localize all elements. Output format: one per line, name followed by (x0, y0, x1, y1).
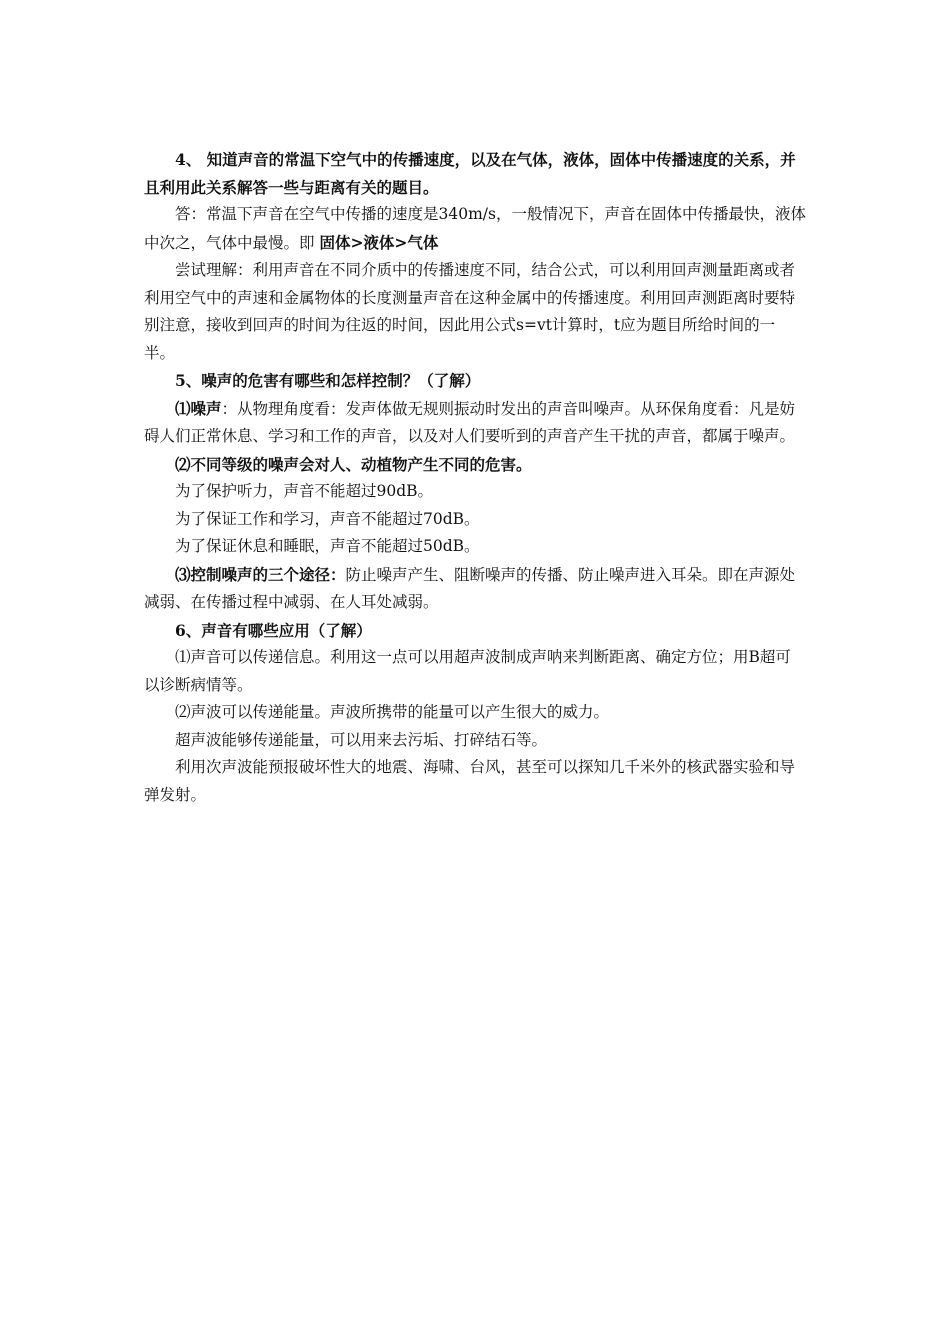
section4-answer (144, 201, 806, 257)
section5-limit-work: 为了保证工作和学习，声音不能超过70dB。 (175, 509, 480, 528)
section5-item3-text: 防止噪声产生、阻断噪声的传播、防止噪声进入耳朵。即在声源处减弱、在传播过程中减弱、在人耳处减弱。 (144, 565, 796, 611)
section5-item3-lead: ⑶控制噪声的三个途径： (175, 564, 346, 584)
section4-heading: 4、 知道声音的常温下空气中的传播速度，以及在气体，液体，固体中传播速度的关系，并且利用此关系解答一些与距离有关的题目。 (144, 150, 796, 197)
section5-item1 (144, 395, 806, 451)
section4-answer-bold: 固体>液体>气体 (319, 232, 439, 252)
section5-limit-hearing: 为了保护听力，声音不能超过90dB。 (175, 482, 434, 500)
section4-try: 尝试理解：利用声音在不同介质中的传播速度不同，结合公式，可以利用回声测量距离或者利用空气中的声速和金属物体的长度测量声音在这种金属中的传播速度。利用回声测距离时要特别注意，接收到回声的时间为往返的时间，因此用公式s=vt计算时，t应为题目所给时间的一半。 (144, 261, 796, 362)
section6-item1: ⑴声音可以传递信息。利用这一点可以用超声波制成声呐来判断距离、确定方位；用B超可以诊断病情等。 (144, 648, 791, 694)
section5-limit-sleep: 为了保证休息和睡眠，声音不能超过50dB。 (175, 537, 480, 555)
section6-heading: 6、声音有哪些应用（了解） (175, 620, 372, 640)
section4-answer-text: 答：常温下声音在空气中传播的速度是340m/s，一般情况下，声音在固体中传播最快，液体中次之，气体中最慢。即 (144, 205, 806, 252)
section5-item1-text: ：从物理角度看：发声体做无规则振动时发出的声音叫噪声。从环保角度看：凡是妨碍人们正常休息、学习和工作的声音，以及对人们要听到的声音产生干扰的声音，都属于噪声。 (144, 399, 796, 445)
section5-heading: 5、噪声的危害有哪些和怎样控制？（了解） (175, 371, 481, 390)
section6-item2: ⑵声波可以传递能量。声波所携带的能量可以产生很大的威力。 (175, 703, 610, 721)
section6-item4: 利用次声波能预报破坏性大的地震、海啸、台风，甚至可以探知几千米外的核武器实验和导弹发射。 (144, 758, 796, 804)
section5-item2-heading: ⑵不同等级的噪声会对人、动植物产生不同的危害。 (175, 454, 532, 474)
section6-item3: 超声波能够传递能量，可以用来去污垢、打碎结石等。 (175, 730, 548, 749)
section5-item3 (144, 561, 806, 617)
document-body (144, 146, 806, 809)
section5-item1-lead: ⑴噪声 (175, 398, 222, 418)
